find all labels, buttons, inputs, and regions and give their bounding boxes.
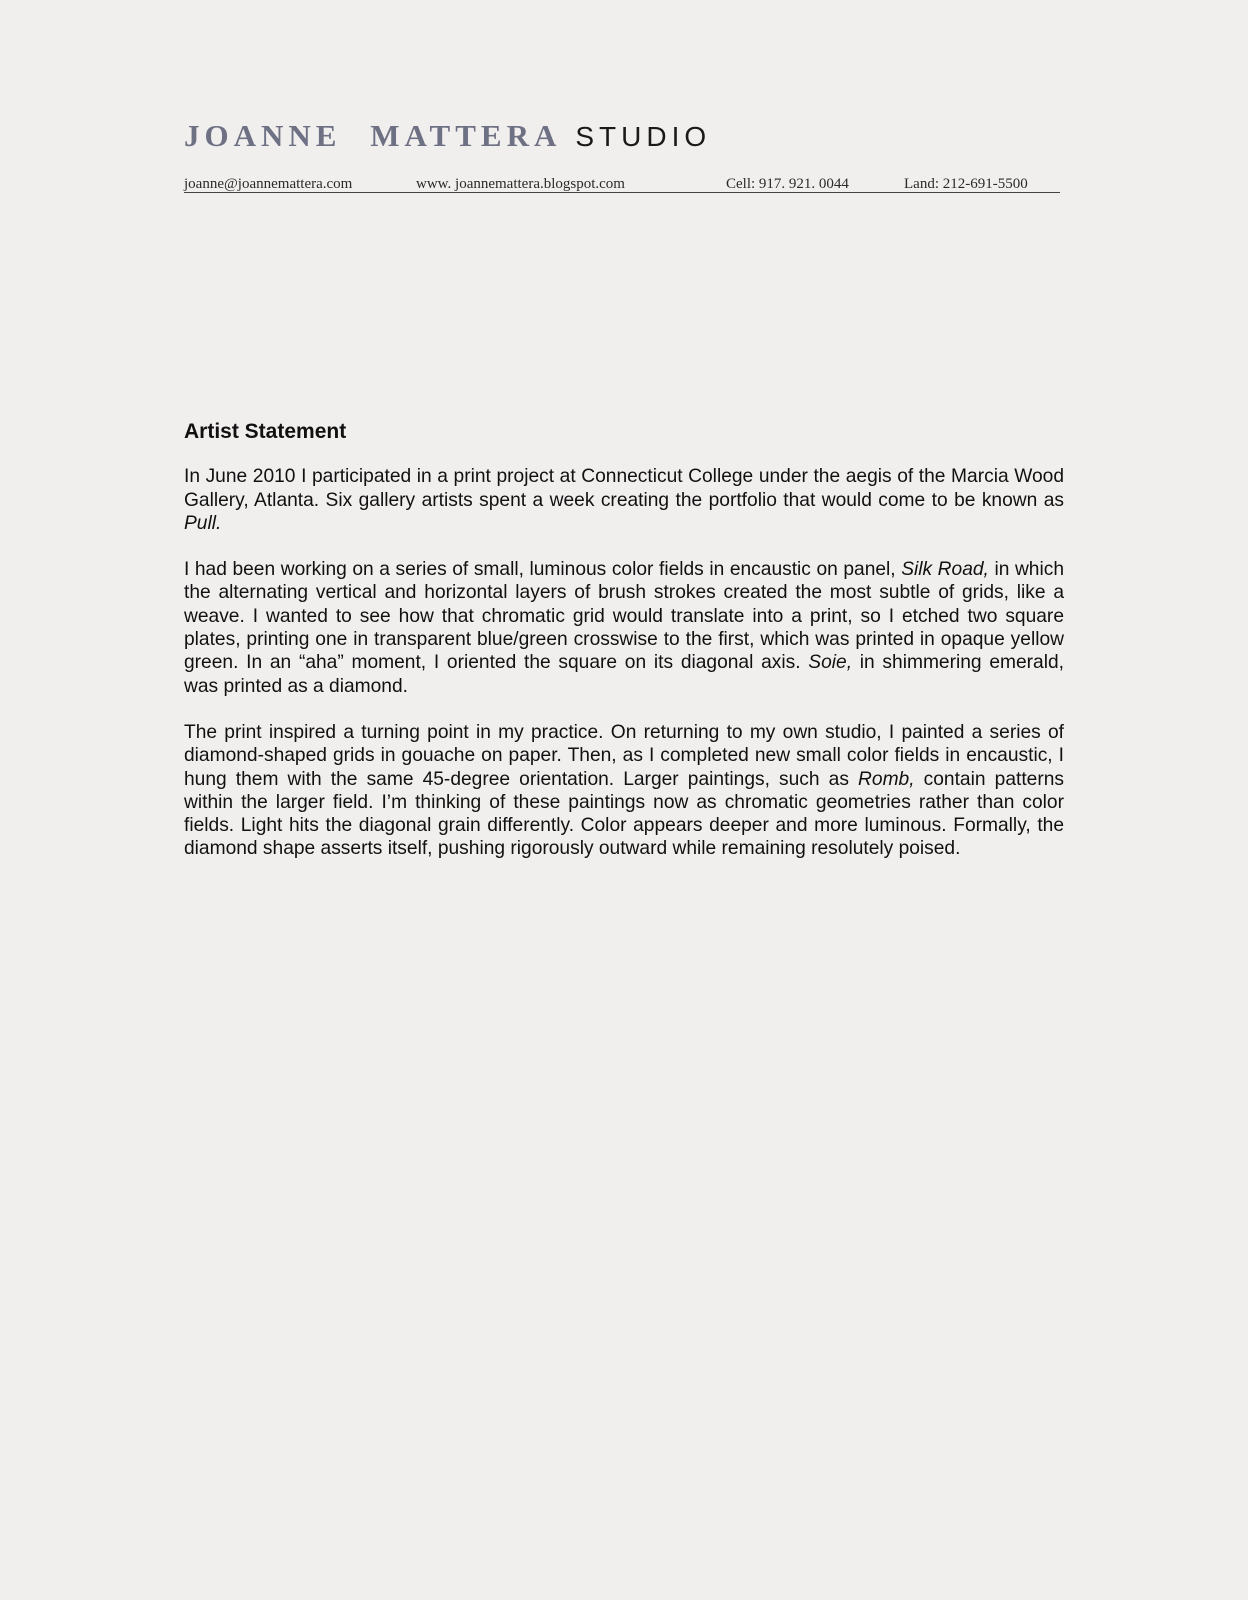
paragraph-text: in shimmering emerald, was printed as a diamond.: [184, 652, 1064, 697]
statement-heading: Artist Statement: [184, 420, 347, 443]
cell-phone: Cell: 917. 921. 0044: [726, 176, 849, 192]
paragraph-text: I had been working on a series of small, luminous color fields in encaustic on panel,: [184, 559, 902, 581]
artwork-title-pull: Pull.: [184, 512, 222, 534]
artwork-title-silk-road: Silk Road,: [901, 559, 989, 581]
website-address: www. joannemattera.blogspot.com: [416, 176, 625, 192]
statement-paragraph-3: [184, 721, 1064, 861]
artwork-title-soie: Soie,: [808, 652, 853, 674]
paragraph-text: The print inspired a turning point in my practice. On returning to my own studio, I painted a series of diamond-shaped grids in gouache on paper. Then, as I completed new small color fields in encaustic, I hung them with the same 45-degree orientation. Larger paintings, such as: [184, 721, 1064, 790]
paragraph-text: contain patterns within the larger field. I’m thinking of these paintings now as chromatic geometries rather than color fields. Light hits the diagonal grain differently. Color appears deeper and more luminous. Formally, the diamond shape asserts itself, pushing rigorously outward while remaining resolutely poised.: [184, 768, 1064, 860]
paragraph-text: in which the alternating vertical and horizontal layers of brush strokes created the most subtle of grids, like a weave. I wanted to see how that chromatic grid would translate into a print, so I etched two square plates, printing one in transparent blue/green crosswise to the first, which was printed in opaque yellow green. In an “aha” moment, I oriented the square on its diagonal axis.: [184, 559, 1065, 674]
artwork-title-romb: Romb,: [858, 768, 915, 790]
artist-name: JOANNE MATTERA: [184, 118, 562, 153]
studio-label: STUDIO: [575, 121, 712, 152]
studio-logo: [184, 118, 1060, 158]
paragraph-text: In June 2010 I participated in a print project at Connecticut College under the aegis of the Marcia Wood Gallery, Atlanta. Six gallery artists spent a week creating the portfolio that would come to be known as: [184, 466, 1064, 511]
land-phone: Land: 212-691-5500: [904, 176, 1028, 192]
statement-paragraph-1: [184, 465, 1064, 535]
contact-line: [184, 176, 1060, 193]
artist-statement: [184, 418, 1064, 884]
email-address: joanne@joannemattera.com: [184, 176, 353, 192]
statement-paragraph-2: [184, 558, 1064, 698]
letterhead: [184, 118, 1060, 193]
